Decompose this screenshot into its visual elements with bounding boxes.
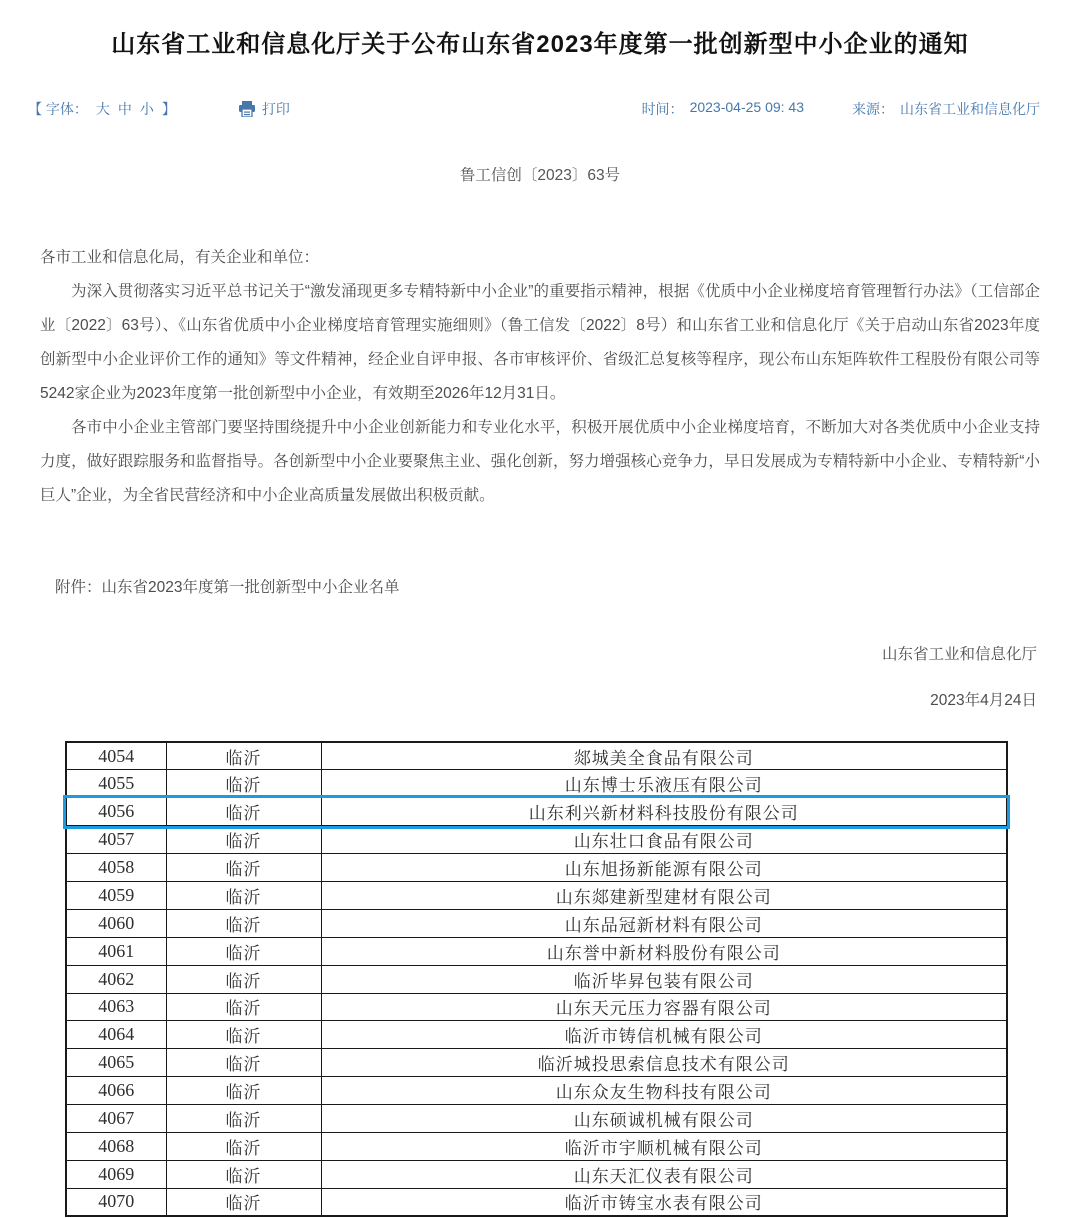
signature-block bbox=[0, 637, 1037, 719]
serial-cell: 4061 bbox=[66, 937, 166, 965]
company-cell: 临沂城投思索信息技术有限公司 bbox=[321, 1049, 1007, 1077]
company-cell: 山东硕诚机械有限公司 bbox=[321, 1105, 1007, 1133]
serial-cell: 4063 bbox=[66, 993, 166, 1021]
font-size-widget bbox=[28, 99, 176, 119]
serial-cell: 4065 bbox=[66, 1049, 166, 1077]
company-table-body bbox=[66, 742, 1007, 1216]
city-cell: 临沂 bbox=[166, 1077, 321, 1105]
city-cell: 临沂 bbox=[166, 854, 321, 882]
table-row bbox=[66, 742, 1007, 770]
company-cell: 山东品冠新材料有限公司 bbox=[321, 909, 1007, 937]
printer-icon bbox=[238, 101, 256, 117]
city-cell: 临沂 bbox=[166, 798, 321, 826]
city-cell: 临沂 bbox=[166, 937, 321, 965]
city-cell: 临沂 bbox=[166, 1188, 321, 1216]
company-cell: 临沂市铸信机械有限公司 bbox=[321, 1021, 1007, 1049]
table-row bbox=[66, 770, 1007, 798]
city-cell: 临沂 bbox=[166, 1105, 321, 1133]
city-cell: 临沂 bbox=[166, 993, 321, 1021]
serial-cell: 4069 bbox=[66, 1160, 166, 1188]
font-size-large[interactable]: 大 bbox=[95, 101, 110, 117]
city-cell: 临沂 bbox=[166, 965, 321, 993]
issuer: 山东省工业和信息化厅 bbox=[881, 646, 1037, 663]
serial-cell: 4067 bbox=[66, 1105, 166, 1133]
serial-cell: 4068 bbox=[66, 1132, 166, 1160]
company-cell: 山东郯建新型建材有限公司 bbox=[321, 881, 1007, 909]
paragraph-2: 各市中小企业主管部门要坚持围绕提升中小企业创新能力和专业化水平，积极开展优质中小企业梯度培育，不断加大对各类优质中小企业支持力度，做好跟踪服务和监督指导。各创新型中小企业要聚焦主业、强化创新，努力增强核心竞争力，早日发展成为专精特新中小企业、专精特新“小巨人”企业，为全省民营经济和中小企业高质量发展做出积极贡献。 bbox=[40, 419, 1040, 504]
font-size-small[interactable]: 小 bbox=[139, 101, 154, 117]
city-cell: 临沂 bbox=[166, 1160, 321, 1188]
city-cell: 临沂 bbox=[166, 909, 321, 937]
city-cell: 临沂 bbox=[166, 1049, 321, 1077]
serial-cell: 4070 bbox=[66, 1188, 166, 1216]
table-row bbox=[66, 937, 1007, 965]
company-cell: 山东壮口食品有限公司 bbox=[321, 826, 1007, 854]
company-cell: 山东众友生物科技有限公司 bbox=[321, 1077, 1007, 1105]
time-label: 时间： bbox=[641, 101, 684, 117]
document-number: 鲁工信创〔2023〕63号 bbox=[459, 167, 621, 184]
serial-cell: 4058 bbox=[66, 854, 166, 882]
city-cell: 临沂 bbox=[166, 742, 321, 770]
table-row bbox=[66, 826, 1007, 854]
serial-cell: 4060 bbox=[66, 909, 166, 937]
font-widget-bracket: 】 bbox=[161, 101, 176, 117]
table-row bbox=[66, 909, 1007, 937]
company-cell: 郯城美全食品有限公司 bbox=[321, 742, 1007, 770]
source-value: 山东省工业和信息化厅 bbox=[900, 101, 1040, 117]
serial-cell: 4057 bbox=[66, 826, 166, 854]
font-widget-label: 【 字体： bbox=[28, 101, 88, 117]
city-cell: 临沂 bbox=[166, 826, 321, 854]
issue-date: 2023年4月24日 bbox=[930, 692, 1037, 709]
attachment-line: 附件：山东省2023年度第一批创新型中小企业名单 bbox=[55, 579, 400, 596]
serial-cell: 4062 bbox=[66, 965, 166, 993]
print-button-label: 打印 bbox=[261, 101, 290, 117]
table-row bbox=[66, 881, 1007, 909]
serial-cell: 4066 bbox=[66, 1077, 166, 1105]
font-size-medium[interactable]: 中 bbox=[117, 101, 132, 117]
publish-source bbox=[852, 99, 1040, 119]
table-row bbox=[66, 1160, 1007, 1188]
notice-body bbox=[40, 241, 1040, 513]
company-cell: 山东博士乐液压有限公司 bbox=[321, 770, 1007, 798]
company-cell: 临沂市铸宝水表有限公司 bbox=[321, 1188, 1007, 1216]
table-row bbox=[66, 1132, 1007, 1160]
company-cell: 山东天汇仪表有限公司 bbox=[321, 1160, 1007, 1188]
company-cell: 山东天元压力容器有限公司 bbox=[321, 993, 1007, 1021]
city-cell: 临沂 bbox=[166, 881, 321, 909]
company-table bbox=[65, 741, 1008, 1217]
print-button[interactable] bbox=[238, 99, 290, 119]
toolbar-meta bbox=[642, 99, 1040, 119]
table-row bbox=[66, 1105, 1007, 1133]
publish-time bbox=[642, 99, 804, 119]
table-row bbox=[66, 854, 1007, 882]
table-row bbox=[66, 1077, 1007, 1105]
page-title: 山东省工业和信息化厅关于公布山东省2023年度第一批创新型中小企业的通知 bbox=[111, 31, 969, 58]
company-table-wrap bbox=[65, 741, 1008, 1217]
table-row bbox=[66, 798, 1007, 826]
table-row bbox=[66, 993, 1007, 1021]
city-cell: 临沂 bbox=[166, 770, 321, 798]
paragraph-1: 为深入贯彻落实习近平总书记关于“激发涌现更多专精特新中小企业”的重要指示精神，根据《优质中小企业梯度培育管理暂行办法》（工信部企业〔2022〕63号）、《山东省优质中小企业梯度培育管理实施细则》（鲁工信发〔2022〕8号）和山东省工业和信息化厅《关于启动山东省2023年度创新型中小企业评价工作的通知》等文件精神，经企业自评申报、各市审核评价、省级汇总复核等程序，现公布山东矩阵软件工程股份有限公司等5242家企业为2023年度第一批创新型中小企业，有效期至2026年12月31日。 bbox=[40, 283, 1040, 402]
city-cell: 临沂 bbox=[166, 1021, 321, 1049]
salutation: 各市工业和信息化局，有关企业和单位： bbox=[40, 249, 320, 266]
table-row bbox=[66, 1021, 1007, 1049]
table-row bbox=[66, 1049, 1007, 1077]
serial-cell: 4059 bbox=[66, 881, 166, 909]
serial-cell: 4056 bbox=[66, 798, 166, 826]
table-row bbox=[66, 1188, 1007, 1216]
serial-cell: 4055 bbox=[66, 770, 166, 798]
company-cell: 临沂市宇顺机械有限公司 bbox=[321, 1132, 1007, 1160]
time-value: 2023-04-25 09: 43 bbox=[689, 99, 804, 115]
page bbox=[0, 24, 1080, 1218]
company-cell: 山东旭扬新能源有限公司 bbox=[321, 854, 1007, 882]
city-cell: 临沂 bbox=[166, 1132, 321, 1160]
company-cell: 山东誉中新材料股份有限公司 bbox=[321, 937, 1007, 965]
company-cell: 山东利兴新材料科技股份有限公司 bbox=[321, 798, 1007, 826]
source-label: 来源： bbox=[852, 101, 894, 117]
toolbar bbox=[28, 99, 1040, 119]
serial-cell: 4054 bbox=[66, 742, 166, 770]
serial-cell: 4064 bbox=[66, 1021, 166, 1049]
company-cell: 临沂毕昇包装有限公司 bbox=[321, 965, 1007, 993]
table-row bbox=[66, 965, 1007, 993]
